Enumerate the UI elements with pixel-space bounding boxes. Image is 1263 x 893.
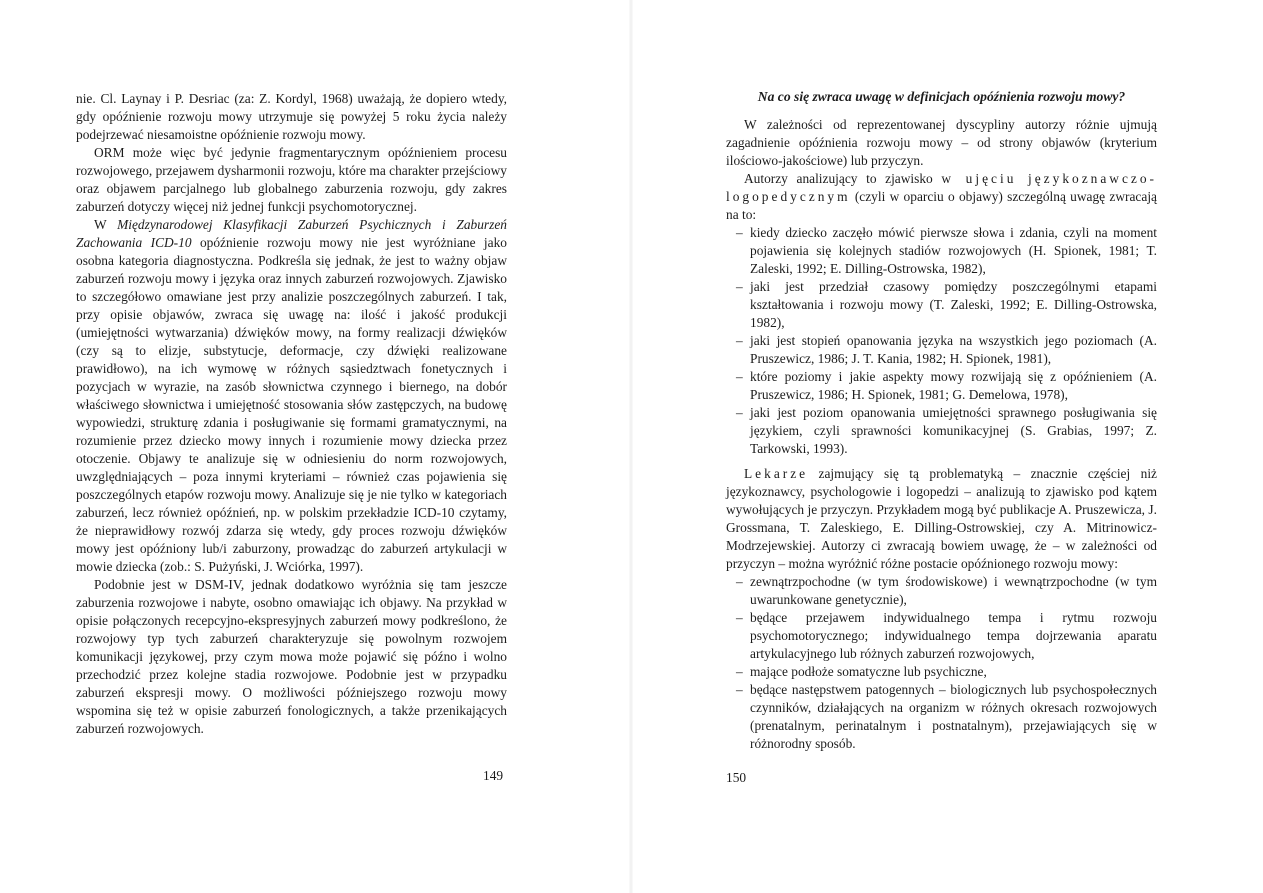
spaced-emphasis: Lekarze	[744, 466, 809, 481]
linguistic-criteria-list	[726, 224, 1157, 458]
page-number-right: 150	[726, 770, 747, 785]
left-paragraph-2: ORM może więc być jedynie fragmentarycznym opóźnieniem procesu rozwojowego, przejawem dysharmonii rozwoju, które ma charakter przejściowy oraz objawem parcjalnego lub globalnego zaburzenia rozwoju, gdy zakres zaburzeń dotyczy więcej niż jednej funkcji psychomotorycznej.	[76, 145, 507, 214]
right-paragraph-doctors: Lekarze zajmujący się tą problematyką – znacznie częściej niż językoznawcy, psychologowie i logopedzi – analizują to zjawisko pod kątem wywołujących je przyczyn. Przykładem mogą być publikacje A. Pruszewicza, J. Grossmana, T. Zaleskiego, E. Dilling-Ostrowskiej, czy A. Mitrinowicz-Modrzejewskiej. Autorzy ci zwracają bowiem uwagę, że – w zależności od przyczyn – można wyróżnić różne postacie opóźnionego rozwoju mowy:	[726, 466, 1157, 571]
list-item: – kiedy dziecko zaczęło mówić pierwsze słowa i zdania, czyli na moment pojawienia się kolejnych stadiów rozwojowych (H. Spionek, 1981; T. Zaleski, 1992; E. Dilling-Ostrowska, 1982),	[726, 224, 1157, 278]
etiology-forms-list	[726, 573, 1157, 753]
list-item: – będące przejawem indywidualnego tempa i rytmu rozwoju psychomotorycznego; indywidualnego tempa dojrzewania aparatu artykulacyjnego lub różnych zaburzeń rozwojowych,	[726, 609, 1157, 663]
section-heading: Na co się zwraca uwagę w definicjach opóźnienia rozwoju mowy?	[757, 89, 1126, 104]
right-text-column	[726, 88, 1157, 753]
list-item: – jaki jest poziom opanowania umiejętności sprawnego posługiwania się językiem, czyli sprawności komunikacyjnej (S. Grabias, 1997; Z. Tarkowski, 1993).	[726, 404, 1157, 458]
list-item: – które poziomy i jakie aspekty mowy rozwijają się z opóźnieniem (A. Pruszewicz, 1986; H. Spionek, 1981; G. Demelowa, 1978),	[726, 368, 1157, 404]
icd10-title: Międzynarodowej Klasyfikacji Zaburzeń Psychicznych i Zaburzeń Zachowania ICD-10	[76, 217, 507, 250]
left-paragraph-3: W Międzynarodowej Klasyfikacji Zaburzeń Psychicznych i Zaburzeń Zachowania ICD-10 opóźnienie rozwoju mowy nie jest wyróżniane jako osobna kategoria diagnostyczna. Podkreśla się jednak, że jest to ważny objaw zaburzeń rozwoju mowy i języka oraz innych zaburzeń rozwojowych. Zjawisko to szczegółowo omawiane jest przy analizie poszczególnych zaburzeń. I tak, przy opisie objawów, zwraca się uwagę na: ilość i jakość produkcji (umiejętności wytwarzania) dźwięków mowy, na formy realizacji dźwięków (czy są to elizje, substytucje, deformacje, czy dźwięki realizowane prawidłowo), na ich wymowę w różnych sąsiedztwach fonetycznych i pozycjach w wyrazie, na zasób słownictwa czynnego i biernego, na dobór właściwego słownictwa i umiejętność stosowania słów zastępczych, na budowę wypowiedzi, strukturę zdania i posługiwanie się formami gramatycznymi, na rozumienie przez dziecko mowy innych i rozumienie mowy dziecka przez otoczenie. Objawy te analizuje się w odniesieniu do norm rozwojowych, uwzględniających – poza innymi kryteriami – również czas pojawienia się poszczególnych etapów rozwoju mowy. Analizuje się je nie tylko w kategoriach zaburzeń, lecz również opóźnień, np. w polskim przekładzie ICD-10 czytamy, że nieprawidłowy rozwój zdarza się wtedy, gdy proces rozwoju dźwięków mowy jest opóźniony lub/i zaburzony, prowadząc do zaburzeń artykulacji w mowie dziecka (zob.: S. Pużyński, J. Wciórka, 1997).	[76, 217, 507, 574]
page-number-left: 149	[483, 768, 504, 783]
list-item: – jaki jest przedział czasowy pomiędzy poszczególnymi etapami kształtowania i rozwoju mowy (T. Zaleski, 1992; E. Dilling-Ostrowska, 1982),	[726, 278, 1157, 332]
left-text-column	[76, 90, 507, 738]
left-page	[0, 0, 631, 893]
spaced-emphasis: w ujęciu językoznawczo-logopedycznym	[726, 171, 1158, 204]
list-item: – jaki jest stopień opanowania języka na wszystkich jego poziomach (A. Pruszewicz, 1986; J. T. Kania, 1982; H. Spionek, 1981),	[726, 332, 1157, 368]
list-item: – zewnątrzpochodne (w tym środowiskowe) i wewnątrzpochodne (w tym uwarunkowane genetycznie),	[726, 573, 1157, 609]
list-item: – mające podłoże somatyczne lub psychiczne,	[726, 663, 1157, 681]
right-intro-paragraph: W zależności od reprezentowanej dyscypliny autorzy różnie ujmują zagadnienie opóźnienia rozwoju mowy – od strony objawów (kryterium ilościowo-jakościowe) lub przyczyn.	[726, 117, 1157, 168]
left-paragraph-4: Podobnie jest w DSM-IV, jednak dodatkowo wyróżnia się tam jeszcze zaburzenia rozwojowe i nabyte, osobno omawiając ich objawy. Na przykład w opisie połączonych recepcyjno-ekspresyjnych zaburzeń mowy podkreślono, że rozwojowy typ tych zaburzeń charakteryzuje się powolnym rozwojem komunikacji językowej, przy czym mowa może pojawić się późno i wolno przechodzić przez kolejne stadia rozwojowe. Podobnie jest w przypadku zaburzeń ekspresji mowy. O możliwości późniejszego rozwoju mowy wspomina się też w opisie zaburzeń fonologicznych, a także przenikających zaburzeń rozwojowych.	[76, 577, 507, 736]
right-paragraph-linguistic: Autorzy analizujący to zjawisko w ujęciu językoznawczo-logopedycznym (czyli w oparciu o objawy) szczególną uwagę zwracają na to:	[726, 171, 1158, 222]
list-item: – będące następstwem patogennych – biologicznych lub psychospołecznych czynników, działających na organizm w różnych okresach rozwojowych (prenatalnym, perinatalnym i postnatalnym), przejawiających się w różnorodny sposób.	[726, 681, 1157, 753]
left-paragraph-1: nie. Cl. Laynay i P. Desriac (za: Z. Kordyl, 1968) uważają, że dopiero wtedy, gdy opóźnienie rozwoju mowy utrzymuje się powyżej 5 roku życia należy podejrzewać niesamoistne opóźnienie rozwoju mowy.	[76, 91, 507, 142]
right-page	[631, 0, 1263, 893]
